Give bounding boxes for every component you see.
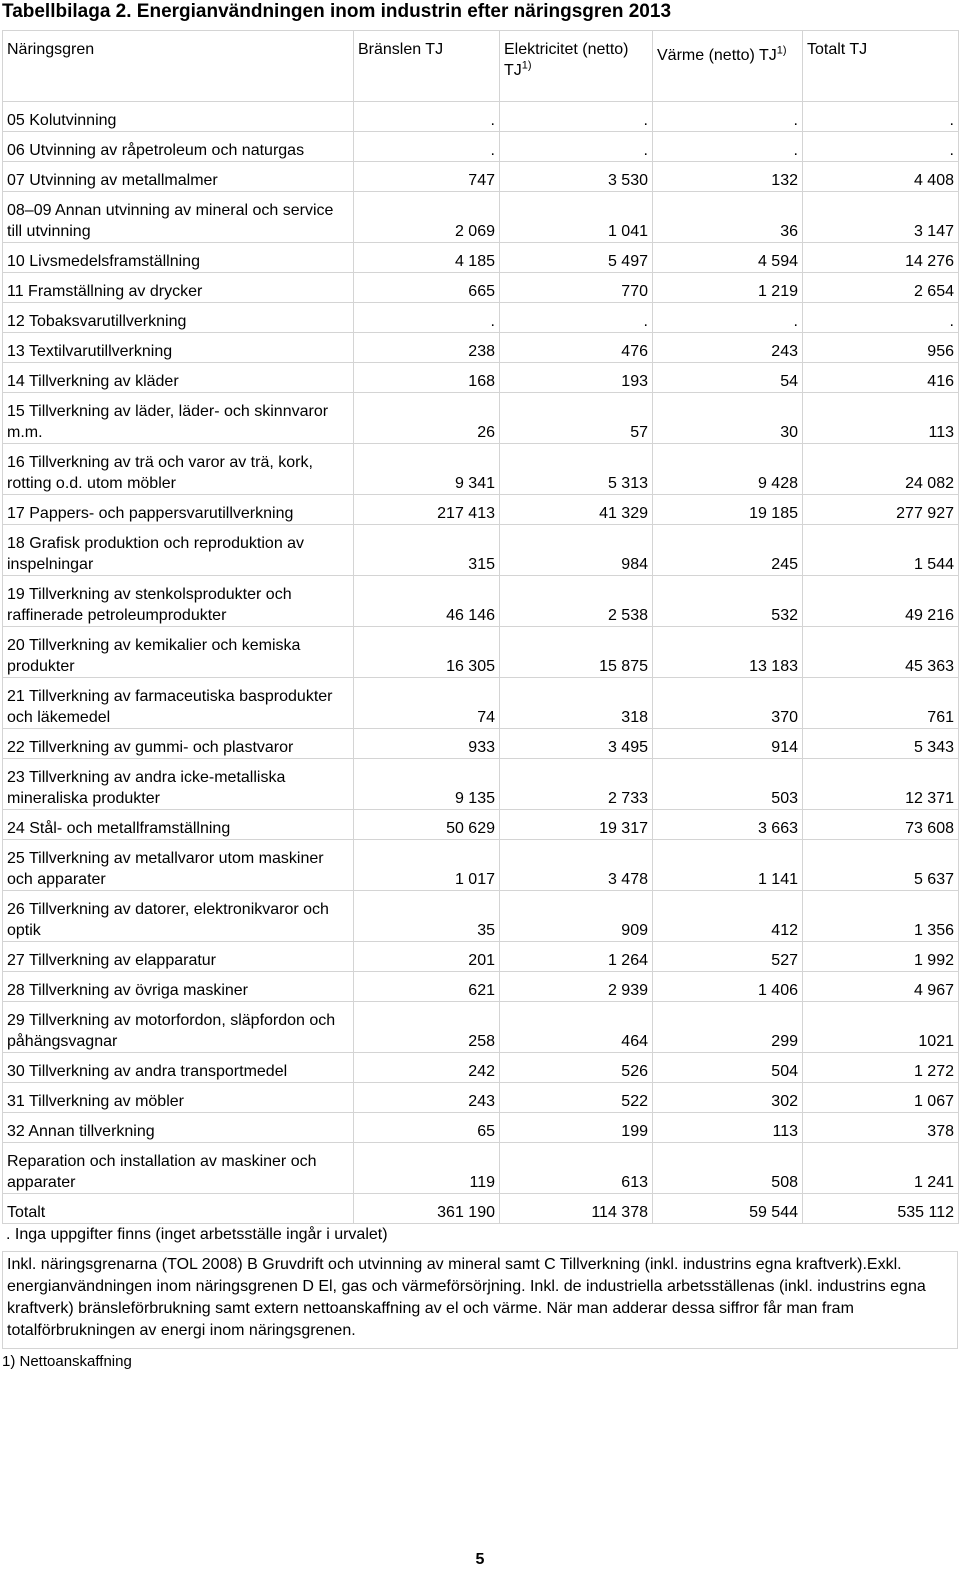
row-el: 476	[500, 333, 653, 363]
row-naringsgren: 12 Tobaksvarutillverkning	[3, 303, 354, 333]
table-row	[3, 759, 959, 810]
row-el: 522	[500, 1083, 653, 1113]
row-totalt: 1 356	[803, 891, 959, 942]
row-totalt: 1 272	[803, 1053, 959, 1083]
row-el: 2 733	[500, 759, 653, 810]
row-naringsgren: 18 Grafisk produktion och reproduktion av inspelningar	[3, 525, 354, 576]
row-naringsgren: 15 Tillverkning av läder, läder- och skinnvaror m.m.	[3, 393, 354, 444]
row-naringsgren: Totalt	[3, 1194, 354, 1224]
table-row	[3, 576, 959, 627]
table-row	[3, 1002, 959, 1053]
table-row	[3, 1143, 959, 1194]
row-totalt: 761	[803, 678, 959, 729]
table-row	[3, 444, 959, 495]
row-naringsgren: 29 Tillverkning av motorfordon, släpfordon och påhängsvagnar	[3, 1002, 354, 1053]
row-varme: .	[653, 132, 803, 162]
row-varme: 54	[653, 363, 803, 393]
row-bransle: 665	[354, 273, 500, 303]
row-el: 464	[500, 1002, 653, 1053]
row-totalt: 1 544	[803, 525, 959, 576]
row-varme: 19 185	[653, 495, 803, 525]
footnote: 1) Nettoanskaffning	[2, 1353, 132, 1370]
row-el: 1 041	[500, 192, 653, 243]
row-bransle: 315	[354, 525, 500, 576]
row-totalt: 45 363	[803, 627, 959, 678]
row-bransle: 9 341	[354, 444, 500, 495]
row-el: 5 313	[500, 444, 653, 495]
row-naringsgren: 27 Tillverkning av elapparatur	[3, 942, 354, 972]
row-varme: 412	[653, 891, 803, 942]
row-el: 3 530	[500, 162, 653, 192]
row-bransle: 258	[354, 1002, 500, 1053]
table-row	[3, 678, 959, 729]
row-varme: .	[653, 102, 803, 132]
row-naringsgren: 30 Tillverkning av andra transportmedel	[3, 1053, 354, 1083]
row-varme: 4 594	[653, 243, 803, 273]
row-el: 318	[500, 678, 653, 729]
table-row	[3, 525, 959, 576]
table-row	[3, 1194, 959, 1224]
row-naringsgren: 06 Utvinning av råpetroleum och naturgas	[3, 132, 354, 162]
row-totalt: 1021	[803, 1002, 959, 1053]
row-bransle: 74	[354, 678, 500, 729]
row-el: 2 538	[500, 576, 653, 627]
table-row	[3, 495, 959, 525]
header-elektricitet	[500, 31, 653, 102]
page-number: 5	[475, 1551, 485, 1568]
row-totalt: 277 927	[803, 495, 959, 525]
row-el: .	[500, 303, 653, 333]
row-totalt: 14 276	[803, 243, 959, 273]
row-el: .	[500, 102, 653, 132]
header-varme-label: Värme (netto) TJ	[657, 47, 777, 64]
row-varme: 243	[653, 333, 803, 363]
row-varme: 132	[653, 162, 803, 192]
row-varme: 1 406	[653, 972, 803, 1002]
row-varme: 532	[653, 576, 803, 627]
row-bransle: 361 190	[354, 1194, 500, 1224]
header-elektricitet-footnote-mark: 1)	[521, 59, 532, 72]
row-totalt: 73 608	[803, 810, 959, 840]
header-bransle: Bränslen TJ	[354, 31, 500, 102]
row-bransle: 9 135	[354, 759, 500, 810]
row-naringsgren: 14 Tillverkning av kläder	[3, 363, 354, 393]
table-row	[3, 333, 959, 363]
row-bransle: 26	[354, 393, 500, 444]
row-bransle: 242	[354, 1053, 500, 1083]
table-row	[3, 363, 959, 393]
row-naringsgren: 13 Textilvarutillverkning	[3, 333, 354, 363]
row-varme: 13 183	[653, 627, 803, 678]
table-header-row	[3, 31, 959, 102]
row-el: 19 317	[500, 810, 653, 840]
row-bransle: 119	[354, 1143, 500, 1194]
table-row	[3, 942, 959, 972]
row-el: 41 329	[500, 495, 653, 525]
table-row	[3, 729, 959, 759]
row-varme: 113	[653, 1113, 803, 1143]
table-row	[3, 303, 959, 333]
table-row	[3, 192, 959, 243]
row-el: 909	[500, 891, 653, 942]
row-el: 613	[500, 1143, 653, 1194]
row-naringsgren: 21 Tillverkning av farmaceutiska basprodukter och läkemedel	[3, 678, 354, 729]
table-row	[3, 1113, 959, 1143]
header-elektricitet-label: Elektricitet (netto) TJ	[504, 41, 629, 79]
row-el: .	[500, 132, 653, 162]
row-naringsgren: 19 Tillverkning av stenkolsprodukter och raffinerade petroleumprodukter	[3, 576, 354, 627]
row-bransle: .	[354, 132, 500, 162]
row-el: 193	[500, 363, 653, 393]
row-naringsgren: 17 Pappers- och pappersvarutillverkning	[3, 495, 354, 525]
row-varme: 1 219	[653, 273, 803, 303]
row-el: 15 875	[500, 627, 653, 678]
row-el: 57	[500, 393, 653, 444]
row-totalt: 5 343	[803, 729, 959, 759]
row-naringsgren: 11 Framställning av drycker	[3, 273, 354, 303]
row-totalt: 535 112	[803, 1194, 959, 1224]
row-varme: 59 544	[653, 1194, 803, 1224]
row-naringsgren: 28 Tillverkning av övriga maskiner	[3, 972, 354, 1002]
energy-table	[2, 30, 959, 1224]
row-varme: 299	[653, 1002, 803, 1053]
row-bransle: 65	[354, 1113, 500, 1143]
row-bransle: 201	[354, 942, 500, 972]
row-naringsgren: 22 Tillverkning av gummi- och plastvaror	[3, 729, 354, 759]
row-naringsgren: Reparation och installation av maskiner och apparater	[3, 1143, 354, 1194]
row-totalt: 4 408	[803, 162, 959, 192]
row-naringsgren: 16 Tillverkning av trä och varor av trä, kork, rotting o.d. utom möbler	[3, 444, 354, 495]
row-naringsgren: 05 Kolutvinning	[3, 102, 354, 132]
row-naringsgren: 32 Annan tillverkning	[3, 1113, 354, 1143]
missing-data-note: . Inga uppgifter finns (inget arbetsställe ingår i urvalet)	[6, 1226, 388, 1243]
row-naringsgren: 31 Tillverkning av möbler	[3, 1083, 354, 1113]
row-varme: 914	[653, 729, 803, 759]
table-description: Inkl. näringsgrenarna (TOL 2008) B Gruvdrift och utvinning av mineral samt C Tillverkning (inkl. industrins egna kraftverk).Exkl. energianvändningen inom näringsgrenen D El, gas och värmeförsörjning. Inkl. de industriella arbetsställenas (inkl. industrins egna kraftverk) bränsleförbrukning samt extern nettoanskaffning av el och värme. När man adderar dessa siffror får man fram totalförbrukningen av energi inom näringsgrenen.	[2, 1251, 958, 1349]
header-totalt: Totalt TJ	[803, 31, 959, 102]
row-naringsgren: 26 Tillverkning av datorer, elektronikvaror och optik	[3, 891, 354, 942]
row-totalt: 416	[803, 363, 959, 393]
row-varme: 36	[653, 192, 803, 243]
row-totalt: 4 967	[803, 972, 959, 1002]
table-row	[3, 1083, 959, 1113]
row-el: 1 264	[500, 942, 653, 972]
row-el: 526	[500, 1053, 653, 1083]
row-bransle: .	[354, 303, 500, 333]
row-totalt: 24 082	[803, 444, 959, 495]
row-totalt: 5 637	[803, 840, 959, 891]
row-totalt: 1 992	[803, 942, 959, 972]
row-el: 3 495	[500, 729, 653, 759]
table-row	[3, 810, 959, 840]
table-row	[3, 393, 959, 444]
row-el: 199	[500, 1113, 653, 1143]
row-totalt: 956	[803, 333, 959, 363]
row-bransle: .	[354, 102, 500, 132]
row-naringsgren: 23 Tillverkning av andra icke-metalliska mineraliska produkter	[3, 759, 354, 810]
row-totalt: .	[803, 102, 959, 132]
row-el: 3 478	[500, 840, 653, 891]
row-bransle: 46 146	[354, 576, 500, 627]
table-row	[3, 162, 959, 192]
row-totalt: .	[803, 132, 959, 162]
row-el: 984	[500, 525, 653, 576]
row-bransle: 243	[354, 1083, 500, 1113]
row-bransle: 2 069	[354, 192, 500, 243]
row-totalt: 49 216	[803, 576, 959, 627]
row-bransle: 238	[354, 333, 500, 363]
header-naringsgren: Näringsgren	[3, 31, 354, 102]
row-varme: 504	[653, 1053, 803, 1083]
row-varme: 245	[653, 525, 803, 576]
row-varme: 503	[653, 759, 803, 810]
row-totalt: 3 147	[803, 192, 959, 243]
row-bransle: 747	[354, 162, 500, 192]
row-bransle: 168	[354, 363, 500, 393]
row-bransle: 1 017	[354, 840, 500, 891]
row-naringsgren: 10 Livsmedelsframställning	[3, 243, 354, 273]
header-varme	[653, 31, 803, 102]
row-varme: 1 141	[653, 840, 803, 891]
row-varme: 3 663	[653, 810, 803, 840]
table-row	[3, 891, 959, 942]
row-totalt: 113	[803, 393, 959, 444]
row-varme: 9 428	[653, 444, 803, 495]
row-totalt: 2 654	[803, 273, 959, 303]
row-bransle: 217 413	[354, 495, 500, 525]
table-row	[3, 102, 959, 132]
row-bransle: 621	[354, 972, 500, 1002]
row-naringsgren: 24 Stål- och metallframställning	[3, 810, 354, 840]
row-bransle: 4 185	[354, 243, 500, 273]
row-varme: 527	[653, 942, 803, 972]
row-naringsgren: 07 Utvinning av metallmalmer	[3, 162, 354, 192]
row-varme: 30	[653, 393, 803, 444]
row-totalt: 1 067	[803, 1083, 959, 1113]
row-el: 5 497	[500, 243, 653, 273]
row-totalt: 12 371	[803, 759, 959, 810]
row-bransle: 16 305	[354, 627, 500, 678]
row-totalt: 1 241	[803, 1143, 959, 1194]
row-varme: 302	[653, 1083, 803, 1113]
table-row	[3, 273, 959, 303]
table-row	[3, 132, 959, 162]
row-varme: 508	[653, 1143, 803, 1194]
row-el: 114 378	[500, 1194, 653, 1224]
row-bransle: 50 629	[354, 810, 500, 840]
table-row	[3, 840, 959, 891]
row-bransle: 35	[354, 891, 500, 942]
table-row	[3, 1053, 959, 1083]
page-title: Tabellbilaga 2. Energianvändningen inom industrin efter näringsgren 2013	[2, 1, 672, 22]
row-bransle: 933	[354, 729, 500, 759]
row-totalt: 378	[803, 1113, 959, 1143]
row-el: 770	[500, 273, 653, 303]
row-naringsgren: 20 Tillverkning av kemikalier och kemiska produkter	[3, 627, 354, 678]
row-varme: 370	[653, 678, 803, 729]
row-naringsgren: 08–09 Annan utvinning av mineral och service till utvinning	[3, 192, 354, 243]
table-row	[3, 243, 959, 273]
row-el: 2 939	[500, 972, 653, 1002]
row-varme: .	[653, 303, 803, 333]
row-totalt: .	[803, 303, 959, 333]
header-varme-footnote-mark: 1)	[776, 44, 787, 57]
row-naringsgren: 25 Tillverkning av metallvaror utom maskiner och apparater	[3, 840, 354, 891]
table-row	[3, 627, 959, 678]
table-row	[3, 972, 959, 1002]
